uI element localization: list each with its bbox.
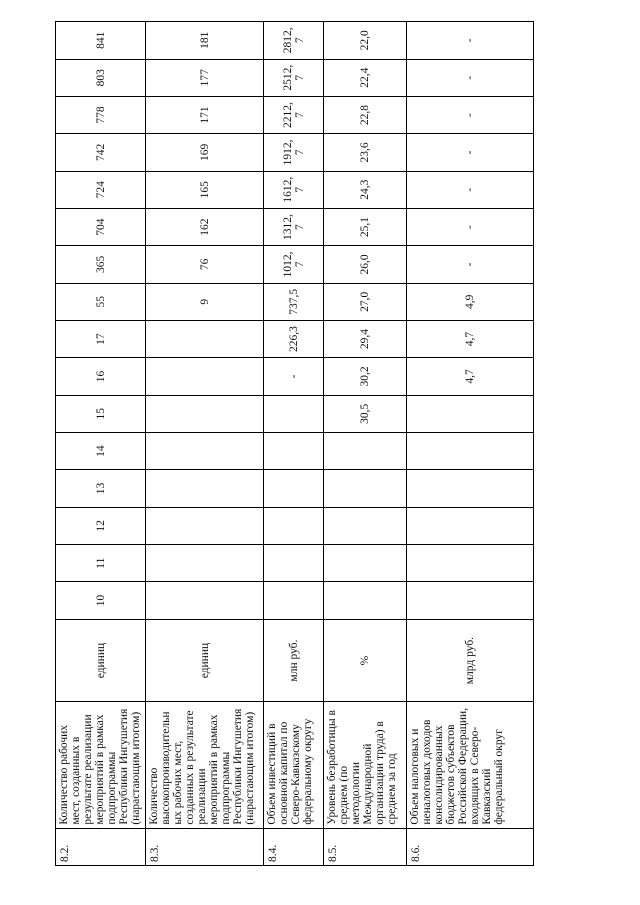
value-cell: - bbox=[407, 246, 534, 283]
value-cell: 30,2 bbox=[324, 358, 407, 395]
value-cell bbox=[264, 395, 324, 432]
value-cell bbox=[324, 507, 407, 544]
value-cell: 226,3 bbox=[264, 320, 324, 357]
value-cell: 23,6 bbox=[324, 134, 407, 171]
rotated-table-container bbox=[55, 21, 533, 866]
value-cell bbox=[264, 470, 324, 507]
value-cell: - bbox=[407, 22, 534, 60]
indicator-name: Объем налоговых и неналоговых доходов консолидированных бюджетов субъектов Российской Федерации, входящих в Северо-Кавказский федеральный округ bbox=[407, 702, 534, 828]
value-cell: 22,4 bbox=[324, 59, 407, 96]
value-cell: 24,3 bbox=[324, 171, 407, 208]
unit-of-measure: единиц bbox=[146, 619, 264, 702]
table-row bbox=[324, 22, 407, 866]
value-cell bbox=[324, 470, 407, 507]
value-cell bbox=[146, 470, 264, 507]
value-cell: - bbox=[407, 59, 534, 96]
indicator-name: Количество высокопроизводительных рабочих мест, созданных в результате реализации мероприятий в рамках подпрограммы Республики Ингушетия (нарастающим итогом) bbox=[146, 702, 264, 828]
value-cell bbox=[146, 432, 264, 469]
row-number: 8.4. bbox=[264, 828, 324, 865]
indicator-name: Количество рабочих мест, созданных в результате реализации мероприятий в рамках подпрограммы Республики Ингушетия (нарастающим итогом) bbox=[56, 702, 146, 828]
value-cell: 14 bbox=[56, 432, 146, 469]
unit-of-measure: млрд руб. bbox=[407, 619, 534, 702]
value-cell: 15 bbox=[56, 395, 146, 432]
value-cell: 1612,7 bbox=[264, 171, 324, 208]
value-cell: 2812,7 bbox=[264, 22, 324, 60]
value-cell: 165 bbox=[146, 171, 264, 208]
value-cell: 1912,7 bbox=[264, 134, 324, 171]
row-number: 8.2. bbox=[56, 828, 146, 865]
value-cell: 1312,7 bbox=[264, 208, 324, 245]
value-cell bbox=[324, 545, 407, 582]
indicators-table bbox=[55, 21, 534, 866]
value-cell: - bbox=[264, 358, 324, 395]
table-row bbox=[407, 22, 534, 866]
value-cell: 803 bbox=[56, 59, 146, 96]
value-cell bbox=[146, 545, 264, 582]
value-cell: 76 bbox=[146, 246, 264, 283]
value-cell: 2512,7 bbox=[264, 59, 324, 96]
value-cell: - bbox=[407, 171, 534, 208]
value-cell: 4,9 bbox=[407, 283, 534, 320]
value-cell: 26,0 bbox=[324, 246, 407, 283]
value-cell bbox=[264, 582, 324, 619]
value-cell: 704 bbox=[56, 208, 146, 245]
value-cell: 177 bbox=[146, 59, 264, 96]
value-cell: 27,0 bbox=[324, 283, 407, 320]
value-cell: - bbox=[407, 134, 534, 171]
value-cell: - bbox=[407, 96, 534, 133]
value-cell: 10 bbox=[56, 582, 146, 619]
value-cell: 162 bbox=[146, 208, 264, 245]
unit-of-measure: % bbox=[324, 619, 407, 702]
value-cell bbox=[146, 320, 264, 357]
value-cell: 778 bbox=[56, 96, 146, 133]
value-cell: 742 bbox=[56, 134, 146, 171]
value-cell bbox=[264, 545, 324, 582]
unit-of-measure: млн руб. bbox=[264, 619, 324, 702]
value-cell bbox=[407, 507, 534, 544]
value-cell: 724 bbox=[56, 171, 146, 208]
value-cell: 25,1 bbox=[324, 208, 407, 245]
row-number: 8.5. bbox=[324, 828, 407, 865]
value-cell bbox=[264, 507, 324, 544]
value-cell: 13 bbox=[56, 470, 146, 507]
value-cell: 169 bbox=[146, 134, 264, 171]
value-cell: 4,7 bbox=[407, 320, 534, 357]
unit-of-measure: единиц bbox=[56, 619, 146, 702]
value-cell bbox=[146, 507, 264, 544]
value-cell bbox=[407, 545, 534, 582]
value-cell bbox=[407, 470, 534, 507]
value-cell bbox=[146, 358, 264, 395]
value-cell: 11 bbox=[56, 545, 146, 582]
table-row bbox=[264, 22, 324, 866]
value-cell: 30,5 bbox=[324, 395, 407, 432]
value-cell bbox=[407, 432, 534, 469]
value-cell: 29,4 bbox=[324, 320, 407, 357]
indicator-name: Уровень безработицы в среднем (по методологии Международной организации труда) в среднем за год bbox=[324, 702, 407, 828]
value-cell: 55 bbox=[56, 283, 146, 320]
value-cell bbox=[264, 432, 324, 469]
value-cell bbox=[324, 432, 407, 469]
value-cell: 365 bbox=[56, 246, 146, 283]
value-cell: 841 bbox=[56, 22, 146, 60]
value-cell: 12 bbox=[56, 507, 146, 544]
value-cell: 181 bbox=[146, 22, 264, 60]
value-cell: 17 bbox=[56, 320, 146, 357]
value-cell bbox=[146, 582, 264, 619]
row-number: 8.3. bbox=[146, 828, 264, 865]
table-row bbox=[146, 22, 264, 866]
value-cell bbox=[324, 582, 407, 619]
value-cell: 9 bbox=[146, 283, 264, 320]
value-cell: 16 bbox=[56, 358, 146, 395]
value-cell: 4,7 bbox=[407, 358, 534, 395]
table-row bbox=[56, 22, 146, 866]
value-cell: - bbox=[407, 208, 534, 245]
value-cell: 22,8 bbox=[324, 96, 407, 133]
value-cell bbox=[407, 582, 534, 619]
value-cell: 22,0 bbox=[324, 22, 407, 60]
value-cell: 737,5 bbox=[264, 283, 324, 320]
value-cell: 1012,7 bbox=[264, 246, 324, 283]
indicator-name: Объем инвестиций в основной капитал по Северо-Кавказскому федеральному округу bbox=[264, 702, 324, 828]
row-number: 8.6. bbox=[407, 828, 534, 865]
value-cell bbox=[407, 395, 534, 432]
value-cell bbox=[146, 395, 264, 432]
value-cell: 171 bbox=[146, 96, 264, 133]
value-cell: 2212,7 bbox=[264, 96, 324, 133]
